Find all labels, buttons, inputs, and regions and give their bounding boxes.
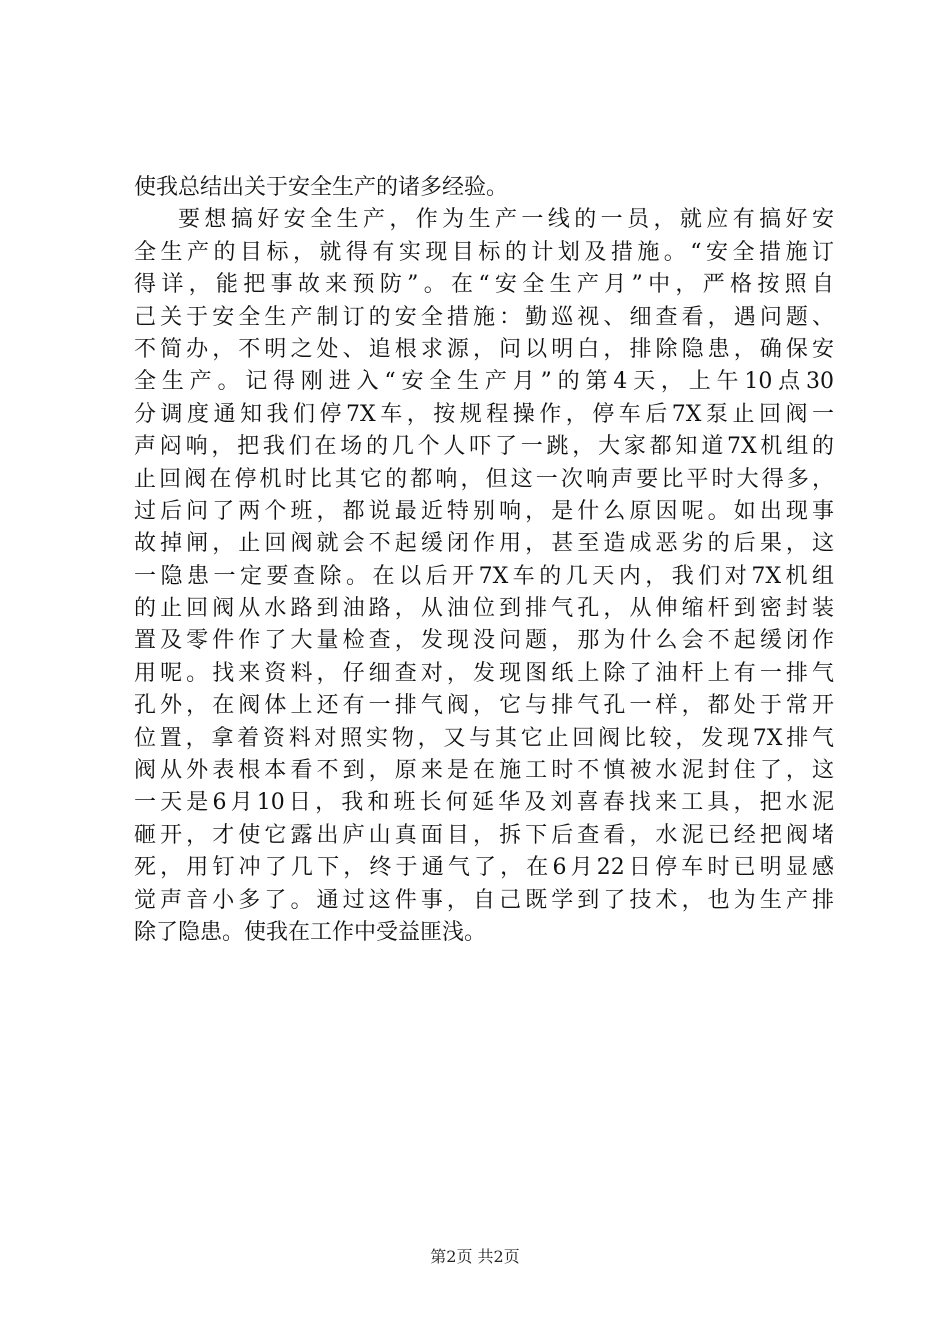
paragraph-line: 使我总结出关于安全生产的诸多经验。: [134, 175, 509, 200]
paragraph-line: 声闷响，把我们在场的几个人吓了一跳，大家都知道7X机组的: [134, 434, 834, 460]
paragraph-line: 觉声音小多了。通过这件事，自己既学到了技术，也为生产排: [134, 887, 834, 913]
paragraph-line: 要想搞好安全生产，作为生产一线的一员，就应有搞好安: [178, 207, 834, 233]
paragraph-line: 分调度通知我们停7X车，按规程操作，停车后7X泵止回阀一: [134, 401, 834, 427]
paragraph-line: 止回阀在停机时比其它的都响，但这一次响声要比平时大得多，: [134, 466, 834, 492]
paragraph-line: 位置，拿着资料对照实物，又与其它止回阀比较，发现7X排气: [134, 725, 834, 751]
paragraph-line: 置及零件作了大量检查，发现没问题，那为什么会不起缓闭作: [134, 628, 834, 654]
paragraph-line: 除了隐患。使我在工作中受益匪浅。: [134, 919, 487, 945]
paragraph-line: 过后问了两个班，都说最近特别响，是什么原因呢。如出现事: [134, 498, 834, 524]
paragraph-line: 故掉闸，止回阀就会不起缓闭作用，甚至造成恶劣的后果，这: [134, 531, 834, 557]
page-number: 第2页 共2页: [430, 1247, 520, 1266]
paragraph-line: 的止回阀从水路到油路，从油位到排气孔，从伸缩杆到密封装: [134, 596, 834, 622]
paragraph-line: 全生产的目标，就得有实现目标的计划及措施。“安全措施订: [134, 239, 834, 265]
paragraph-line: 己关于安全生产制订的安全措施：勤巡视、细查看，遇问题、: [134, 304, 834, 330]
document-body: [134, 172, 834, 949]
paragraph-line: 一天是6月10日，我和班长何延华及刘喜春找来工具，把水泥: [134, 790, 834, 816]
paragraph-line: 孔外，在阀体上还有一排气阀，它与排气孔一样，都处于常开: [134, 693, 834, 719]
paragraph-line: 得详，能把事故来预防”。在“安全生产月”中，严格按照自: [134, 272, 834, 298]
paragraph-line: 死，用钉冲了几下，终于通气了，在6月22日停车时已明显感: [134, 855, 834, 881]
paragraph-line: 一隐患一定要查除。在以后开7X车的几天内，我们对7X机组: [134, 563, 834, 589]
paragraph-line: 全生产。记得刚进入“安全生产月”的第4天，上午10点30: [134, 369, 834, 395]
paragraph-line: 用呢。找来资料，仔细查对，发现图纸上除了油杆上有一排气: [134, 660, 834, 686]
paragraph-line: 不简办，不明之处、追根求源，问以明白，排除隐患，确保安: [134, 336, 834, 362]
page-footer: [0, 1246, 950, 1268]
paragraph-line: 砸开，才使它露出庐山真面目，拆下后查看，水泥已经把阀堵: [134, 822, 834, 848]
paragraph-line: 阀从外表根本看不到，原来是在施工时不慎被水泥封住了，这: [134, 758, 834, 784]
